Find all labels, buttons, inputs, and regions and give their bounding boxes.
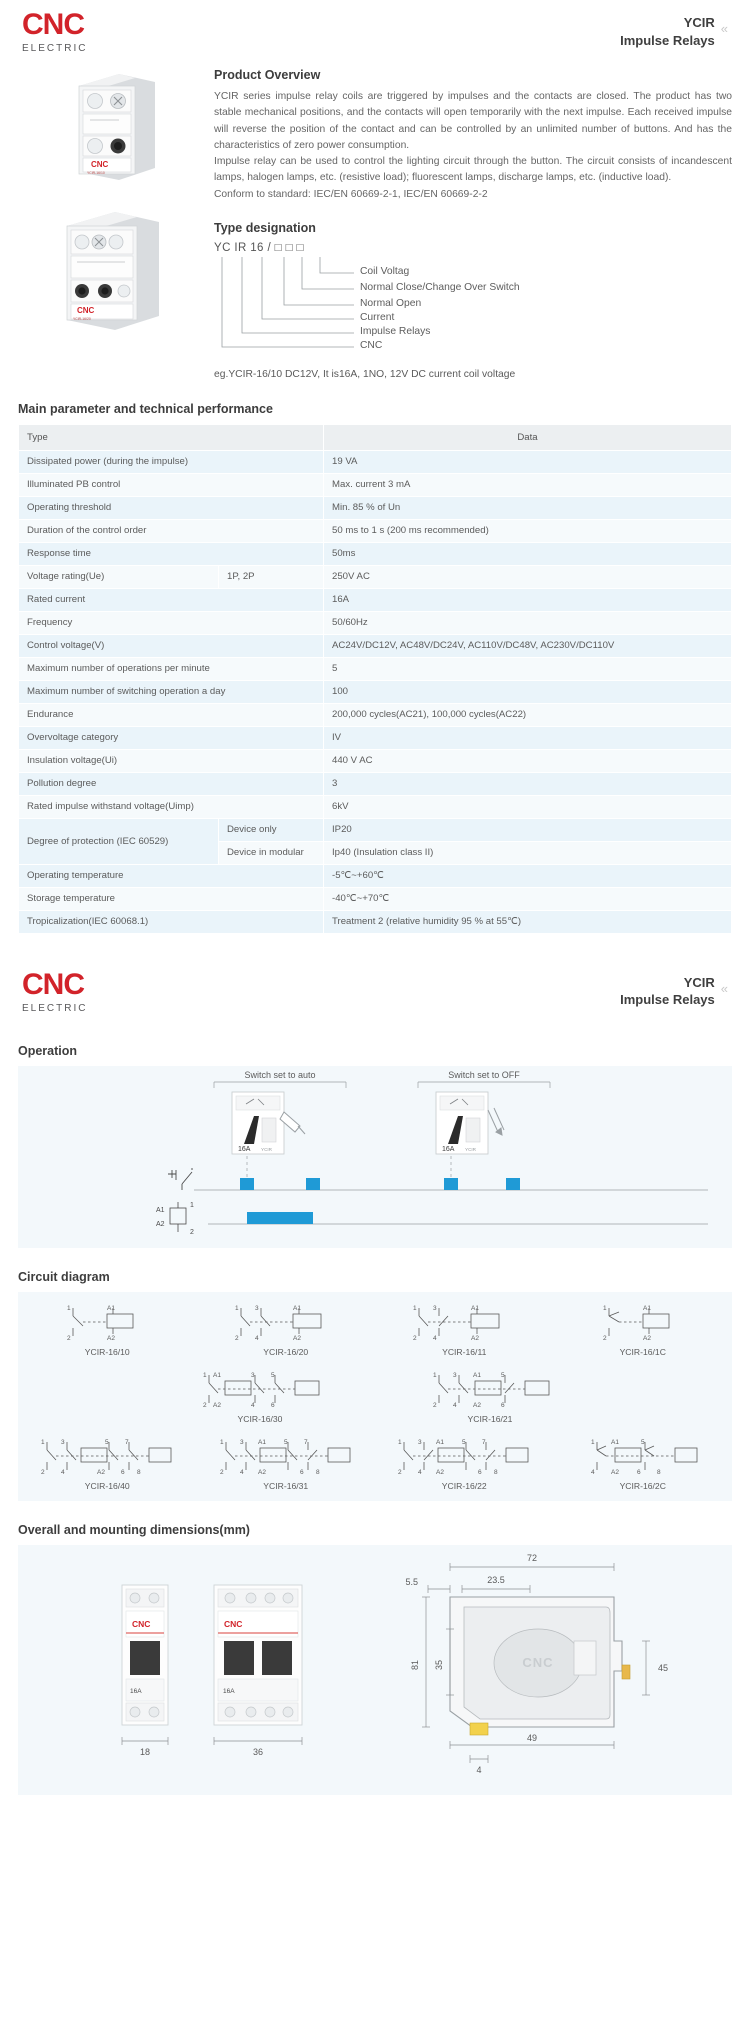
svg-text:CNC: CNC	[224, 1618, 243, 1629]
overview-heading: Product Overview	[214, 68, 321, 82]
brand-subtitle-2: ELECTRIC	[22, 1002, 88, 1014]
svg-text:CNC: CNC	[522, 1654, 554, 1670]
svg-text:3: 3	[61, 1438, 65, 1446]
circuit-label: YCIR-16/11	[442, 1346, 487, 1357]
circuit-cell	[185, 1367, 335, 1424]
overview-paragraph-1: YCIR series impulse relay coils are triggered by impulses and the contacts are closed. The product has two stable mechanical positions, and the contacts will open temporarily with the next impulse. Each received impulse will reverse the position of the contact and can be controlled by an unlimited number of buttons. And has the characteristics of zero power consumption.	[214, 91, 732, 151]
cell-subtype: Device only	[219, 818, 324, 841]
td-label-normal-close: Normal Close/Change Over Switch	[360, 281, 520, 293]
op-label-off: Switch set to OFF	[448, 1069, 520, 1080]
table-row	[19, 680, 732, 703]
dim-h-81: 81	[410, 1659, 420, 1670]
svg-text:A1: A1	[213, 1371, 221, 1379]
svg-text:A1: A1	[471, 1304, 480, 1312]
svg-text:CNC: CNC	[91, 160, 109, 169]
svg-text:A1: A1	[257, 1438, 266, 1446]
cell-data: AC24V/DC12V, AC48V/DC24V, AC110V/DC48V, AC230V/DC110V	[324, 634, 732, 657]
dimensions-diagram	[18, 1545, 732, 1795]
svg-text:1: 1	[203, 1371, 207, 1379]
coil-a2-label: A2	[156, 1220, 165, 1228]
circuit-label: YCIR-16/1C	[619, 1346, 666, 1357]
coil-a1-label: A1	[156, 1206, 165, 1214]
table-row	[19, 864, 732, 887]
output-state-bar	[247, 1212, 313, 1224]
cell-type: Dissipated power (during the impulse)	[19, 450, 324, 473]
svg-text:3: 3	[251, 1371, 255, 1379]
cell-type: Endurance	[19, 703, 324, 726]
page2-header	[0, 960, 750, 1022]
product-series: YCIR	[683, 15, 715, 30]
chevron-left-icon: «	[720, 21, 728, 36]
svg-text:2: 2	[234, 1334, 239, 1342]
pulse-2	[306, 1178, 320, 1190]
table-row	[19, 726, 732, 749]
svg-text:16A: 16A	[442, 1145, 455, 1153]
svg-text:2: 2	[203, 1401, 207, 1409]
svg-text:1: 1	[67, 1304, 71, 1312]
cell-type: Maximum number of operations per minute	[19, 657, 324, 680]
svg-text:8: 8	[494, 1468, 498, 1476]
params-heading: Main parameter and technical performance	[18, 401, 273, 416]
svg-text:A2: A2	[107, 1334, 116, 1342]
header-titles	[620, 14, 715, 49]
cell-data: 440 V AC	[324, 749, 732, 772]
svg-text:4: 4	[239, 1468, 244, 1476]
circuit-cell	[389, 1434, 539, 1491]
svg-text:8: 8	[656, 1468, 661, 1476]
svg-text:2: 2	[67, 1334, 71, 1342]
svg-text:3: 3	[453, 1371, 457, 1379]
svg-text:4: 4	[254, 1334, 259, 1342]
svg-text:7: 7	[303, 1438, 308, 1446]
cell-type: Operating temperature	[19, 864, 324, 887]
dim-width-2p: 36	[252, 1746, 264, 1757]
circuit-diagram-box	[18, 1292, 732, 1501]
svg-text:6: 6	[271, 1401, 275, 1409]
table-row	[19, 703, 732, 726]
svg-text:2: 2	[602, 1334, 607, 1342]
td-label-normal-open: Normal Open	[360, 297, 422, 309]
svg-text:4: 4	[61, 1468, 65, 1476]
svg-text:5: 5	[462, 1438, 466, 1446]
dim-top-72: 72	[526, 1552, 538, 1563]
svg-text:A1: A1	[292, 1304, 301, 1312]
header-right-2	[620, 970, 728, 1009]
table-row	[19, 496, 732, 519]
svg-text:3: 3	[433, 1304, 437, 1312]
svg-text:A2: A2	[610, 1468, 619, 1476]
cell-data: 50/60Hz	[324, 611, 732, 634]
cell-data: 6kV	[324, 795, 732, 818]
cell-data: IP20	[324, 818, 732, 841]
svg-text:5: 5	[640, 1438, 645, 1446]
cell-type: Rated impulse withstand voltage(Uimp)	[19, 795, 324, 818]
brand-logo	[22, 10, 87, 54]
svg-text:6: 6	[636, 1468, 641, 1476]
cell-type: Overvoltage category	[19, 726, 324, 749]
cell-type: Response time	[19, 542, 324, 565]
circuit-label: YCIR-16/40	[84, 1480, 130, 1491]
svg-text:5: 5	[283, 1438, 288, 1446]
brand-subtitle: ELECTRIC	[22, 43, 88, 54]
svg-text:4: 4	[590, 1468, 595, 1476]
col-header-data: Data	[324, 424, 732, 450]
cell-data: 100	[324, 680, 732, 703]
circuit-label: YCIR-16/10	[84, 1346, 130, 1357]
table-row	[19, 772, 732, 795]
table-row	[19, 910, 732, 933]
svg-text:YCIR: YCIR	[261, 1146, 272, 1152]
product-images	[18, 62, 208, 380]
datasheet-page-2	[0, 960, 750, 1795]
circuit-cell	[211, 1300, 361, 1357]
pulse-1	[240, 1178, 254, 1190]
overview-paragraph-2: Impulse relay can be used to control the lighting circuit through the button. The circuit consists of incandescent lamps, halogen lamps, etc. (resistive load); fluorescent lamps, discharge lamps, etc. (inductive load).	[214, 156, 732, 184]
cell-data: 5	[324, 657, 732, 680]
svg-text:1: 1	[234, 1304, 239, 1312]
svg-text:1: 1	[398, 1438, 402, 1446]
col-header-type: Type	[19, 424, 324, 450]
cell-type: Degree of protection (IEC 60529)	[19, 818, 219, 864]
circuit-label: YCIR-16/2C	[619, 1480, 666, 1491]
td-label-impulse-relays: Impulse Relays	[360, 325, 431, 337]
svg-text:1: 1	[413, 1304, 417, 1312]
dim-4: 4	[476, 1764, 482, 1775]
svg-text:2: 2	[41, 1468, 45, 1476]
operation-diagram	[18, 1066, 732, 1248]
svg-text:A2: A2	[471, 1334, 480, 1342]
product-photo-1p	[57, 68, 169, 196]
circuit-row-2	[18, 1367, 732, 1424]
table-row	[19, 657, 732, 680]
product-family-2: Impulse Relays	[620, 992, 715, 1008]
dim-5-5: 5.5	[405, 1576, 418, 1587]
dim-h-45: 45	[658, 1662, 669, 1673]
svg-text:8: 8	[137, 1468, 141, 1476]
cell-data: 200,000 cycles(AC21), 100,000 cycles(AC22)	[324, 703, 732, 726]
cell-data: 16A	[324, 588, 732, 611]
datasheet-page-1	[0, 0, 750, 934]
cell-type: Storage temperature	[19, 887, 324, 910]
table-row	[19, 542, 732, 565]
cell-data: IV	[324, 726, 732, 749]
table-row	[19, 611, 732, 634]
cell-data: Min. 85 % of Un	[324, 496, 732, 519]
svg-text:4: 4	[251, 1401, 255, 1409]
overview-standard: Conform to standard: IEC/EN 60669-2-1, IEC/EN 60669-2-2	[214, 188, 488, 200]
svg-text:4: 4	[418, 1468, 422, 1476]
svg-text:5: 5	[271, 1371, 275, 1379]
svg-text:CNC: CNC	[77, 306, 95, 315]
cell-data: -5℃~+60℃	[324, 864, 732, 887]
svg-text:2: 2	[433, 1401, 437, 1409]
svg-text:3: 3	[418, 1438, 422, 1446]
dimensions-heading: Overall and mounting dimensions(mm)	[18, 1522, 250, 1537]
cell-subtype: Device in modular	[219, 841, 324, 864]
td-label-cnc: CNC	[360, 339, 383, 351]
brand-name-2: CNC	[22, 967, 84, 1001]
svg-text:A1: A1	[642, 1304, 651, 1312]
cell-data: Max. current 3 mA	[324, 473, 732, 496]
type-designation-code: YC IR 16 / □ □ □	[214, 241, 304, 254]
svg-text:YCIR-16/20: YCIR-16/20	[73, 317, 91, 321]
circuit-heading: Circuit diagram	[18, 1269, 110, 1284]
circuit-cell	[32, 1300, 182, 1357]
svg-text:YCIR-16/10: YCIR-16/10	[87, 171, 105, 175]
brand-logo-2	[22, 967, 88, 1014]
svg-text:7: 7	[482, 1438, 486, 1446]
circuit-label: YCIR-16/21	[467, 1413, 513, 1424]
circuit-cell	[211, 1434, 361, 1491]
svg-text:8: 8	[315, 1468, 320, 1476]
header-right	[620, 10, 728, 49]
cell-data: Ip40 (Insulation class II)	[324, 841, 732, 864]
svg-text:3: 3	[254, 1304, 259, 1312]
svg-text:A2: A2	[213, 1401, 221, 1409]
table-row	[19, 565, 732, 588]
parameters-table	[18, 424, 732, 934]
svg-text:YCIR: YCIR	[465, 1146, 476, 1152]
dim-23-5: 23.5	[487, 1574, 505, 1585]
table-row	[19, 795, 732, 818]
svg-text:16A: 16A	[223, 1687, 235, 1695]
cell-type: Operating threshold	[19, 496, 324, 519]
svg-text:4: 4	[453, 1401, 457, 1409]
pulse-4	[506, 1178, 520, 1190]
svg-text:A2: A2	[97, 1468, 106, 1476]
svg-text:1: 1	[190, 1201, 194, 1209]
cell-type: Insulation voltage(Ui)	[19, 749, 324, 772]
svg-text:2: 2	[398, 1468, 402, 1476]
circuit-label: YCIR-16/20	[263, 1346, 309, 1357]
td-label-current: Current	[360, 311, 395, 323]
circuit-label: YCIR-16/22	[441, 1480, 487, 1491]
svg-text:2: 2	[190, 1228, 194, 1236]
header-titles-2	[620, 974, 715, 1009]
td-label-coil-voltage: Coil Voltag	[360, 265, 410, 277]
chevron-left-icon-2: «	[720, 980, 728, 996]
svg-text:1: 1	[602, 1304, 607, 1312]
type-designation-heading: Type designation	[214, 220, 316, 235]
cell-subtype: 1P, 2P	[219, 565, 324, 588]
svg-text:A2: A2	[436, 1468, 445, 1476]
table-row	[19, 749, 732, 772]
svg-text:2: 2	[219, 1468, 224, 1476]
page-header	[0, 0, 750, 62]
pulse-3	[444, 1178, 458, 1190]
svg-text:16A: 16A	[130, 1687, 142, 1695]
cell-data: 50 ms to 1 s (200 ms recommended)	[324, 519, 732, 542]
type-designation-diagram	[214, 255, 732, 363]
cell-type: Rated current	[19, 588, 324, 611]
circuit-cell	[568, 1300, 718, 1357]
cell-data: 3	[324, 772, 732, 795]
svg-text:1: 1	[219, 1438, 224, 1446]
product-family: Impulse Relays	[620, 32, 715, 48]
svg-text:2: 2	[413, 1334, 417, 1342]
svg-text:A1: A1	[610, 1438, 619, 1446]
table-row	[19, 887, 732, 910]
cell-type: Pollution degree	[19, 772, 324, 795]
cell-data: -40℃~+70℃	[324, 887, 732, 910]
svg-text:1: 1	[41, 1438, 45, 1446]
svg-text:A1: A1	[473, 1371, 481, 1379]
svg-text:A2: A2	[257, 1468, 266, 1476]
dim-h-35: 35	[434, 1659, 444, 1670]
cell-type: Control voltage(V)	[19, 634, 324, 657]
circuit-cell	[568, 1434, 718, 1491]
svg-text:4: 4	[433, 1334, 437, 1342]
table-row	[19, 519, 732, 542]
svg-text:A2: A2	[642, 1334, 651, 1342]
brand-name: CNC	[22, 8, 84, 41]
svg-text:16A: 16A	[238, 1145, 251, 1153]
circuit-row-3	[18, 1434, 732, 1491]
op-label-auto: Switch set to auto	[244, 1069, 316, 1080]
table-row	[19, 634, 732, 657]
table-header-row	[19, 424, 732, 450]
svg-text:1: 1	[433, 1371, 437, 1379]
circuit-label: YCIR-16/31	[263, 1480, 309, 1491]
table-row	[19, 588, 732, 611]
svg-text:A2: A2	[473, 1401, 481, 1409]
product-photo-2p	[49, 204, 177, 340]
cell-data: 250V AC	[324, 565, 732, 588]
svg-text:A1: A1	[107, 1304, 116, 1312]
svg-text:1: 1	[590, 1438, 595, 1446]
svg-text:A1: A1	[436, 1438, 445, 1446]
svg-text:6: 6	[501, 1401, 505, 1409]
type-designation-example: eg.YCIR-16/10 DC12V, It is16A, 1NO, 12V DC current coil voltage	[214, 368, 516, 380]
svg-text:6: 6	[299, 1468, 304, 1476]
circuit-label: YCIR-16/30	[237, 1413, 283, 1424]
circuit-cell	[415, 1367, 565, 1424]
svg-text:CNC: CNC	[132, 1618, 151, 1629]
overview-section	[0, 62, 750, 380]
cell-type: Maximum number of switching operation a day	[19, 680, 324, 703]
operation-heading: Operation	[18, 1043, 78, 1058]
cell-data: Treatment 2 (relative humidity 95 % at 55℃)	[324, 910, 732, 933]
product-series-2: YCIR	[683, 974, 715, 990]
table-row	[19, 473, 732, 496]
circuit-cell	[32, 1434, 182, 1491]
circuit-cell	[389, 1300, 539, 1357]
cell-data: 19 VA	[324, 450, 732, 473]
svg-text:A2: A2	[292, 1334, 301, 1342]
table-row	[19, 818, 732, 841]
cell-type: Voltage rating(Ue)	[19, 565, 219, 588]
cell-type: Tropicalization(IEC 60068.1)	[19, 910, 324, 933]
cell-type: Illuminated PB control	[19, 473, 324, 496]
svg-text:3: 3	[239, 1438, 244, 1446]
cell-data: 50ms	[324, 542, 732, 565]
dim-width-1p: 18	[139, 1746, 151, 1757]
dim-49: 49	[526, 1732, 538, 1743]
type-designation-section	[214, 203, 732, 380]
overview-text	[208, 62, 732, 380]
svg-text:6: 6	[478, 1468, 482, 1476]
svg-text:5: 5	[105, 1438, 109, 1446]
cell-type: Frequency	[19, 611, 324, 634]
circuit-row-1	[18, 1300, 732, 1357]
svg-text:7: 7	[125, 1438, 129, 1446]
svg-text:6: 6	[121, 1468, 125, 1476]
cell-type: Duration of the control order	[19, 519, 324, 542]
table-row	[19, 450, 732, 473]
svg-text:5: 5	[501, 1371, 505, 1379]
